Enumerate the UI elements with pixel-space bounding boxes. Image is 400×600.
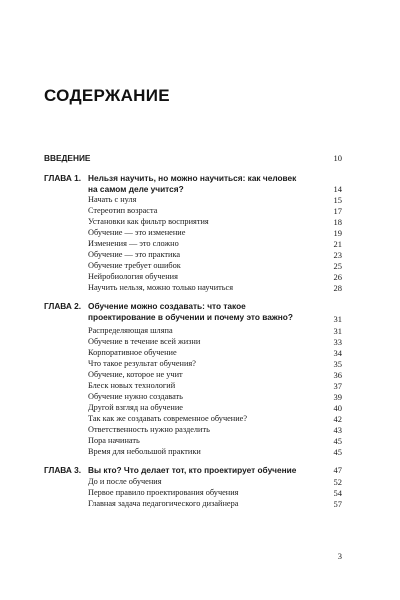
chapter-label: ГЛАВА 1. <box>44 173 82 183</box>
section-title: До и после обучения <box>88 477 162 486</box>
toc-section-row[interactable] <box>44 206 342 217</box>
toc-section-row[interactable] <box>44 447 342 458</box>
toc-section-row[interactable] <box>44 228 342 239</box>
section-page: 23 <box>333 250 342 260</box>
toc-section-row[interactable] <box>44 283 342 294</box>
chapter-label: ГЛАВА 2. <box>44 301 82 311</box>
toc-section-row[interactable] <box>44 326 342 337</box>
section-page: 26 <box>333 272 342 282</box>
section-page: 37 <box>333 381 342 391</box>
toc-section-row[interactable] <box>44 436 342 447</box>
section-title: Обучение — это практика <box>88 250 181 259</box>
section-title: Обучение, которое не учит <box>88 370 183 379</box>
chapter-title[interactable]: Вы кто? Что делает тот, кто проектирует обучение <box>88 465 297 475</box>
toc-section-row[interactable] <box>44 195 342 206</box>
section-title: Корпоративное обучение <box>88 348 177 357</box>
section-title: Ответственность нужно разделить <box>88 425 210 434</box>
chapter-page: 14 <box>333 184 342 194</box>
chapter-page: 31 <box>333 314 342 324</box>
toc-section-row[interactable] <box>44 348 342 359</box>
section-page: 34 <box>333 348 342 358</box>
section-title: Блеск новых технологий <box>88 381 176 390</box>
toc-section-row[interactable] <box>44 261 342 272</box>
section-page: 15 <box>333 195 342 205</box>
section-title: Так как же создавать современное обучение? <box>88 414 248 423</box>
toc-section-row[interactable] <box>44 425 342 436</box>
section-page: 25 <box>333 261 342 271</box>
section-page: 54 <box>333 488 342 498</box>
toc-section-row[interactable] <box>44 499 342 510</box>
section-title: Обучение — это изменение <box>88 228 186 237</box>
section-page: 39 <box>333 392 342 402</box>
section-title: Установки как фильтр восприятия <box>88 217 209 226</box>
section-page: 45 <box>333 436 342 446</box>
toc-section-row[interactable] <box>44 250 342 261</box>
toc-section-row[interactable] <box>44 239 342 250</box>
section-title: Обучение в течение всей жизни <box>88 337 201 346</box>
toc-section-row[interactable] <box>44 359 342 370</box>
section-title: Что такое результат обучения? <box>88 359 196 368</box>
section-page: 43 <box>333 425 342 435</box>
section-title: Главная задача педагогического дизайнера <box>88 499 239 508</box>
section-page: 21 <box>333 239 342 249</box>
section-page: 35 <box>333 359 342 369</box>
toc-section-row[interactable] <box>44 403 342 414</box>
section-page: 28 <box>333 283 342 293</box>
section-title: Обучение требует ошибок <box>88 261 181 270</box>
toc-section-row[interactable] <box>44 370 342 381</box>
section-title: Нейробиология обучения <box>88 272 178 281</box>
chapter-1 <box>44 173 342 293</box>
toc-section-row[interactable] <box>44 477 342 488</box>
toc-section-row[interactable] <box>44 337 342 348</box>
section-title: Время для небольшой практики <box>88 447 201 456</box>
toc-section-row[interactable] <box>44 414 342 425</box>
toc-section-row[interactable] <box>44 217 342 228</box>
chapter-page: 47 <box>333 465 342 475</box>
section-page: 52 <box>333 477 342 487</box>
section-page: 17 <box>333 206 342 216</box>
toc-section-row[interactable] <box>44 392 342 403</box>
section-title: Изменения — это сложно <box>88 239 179 248</box>
section-title: Пора начинать <box>88 436 140 445</box>
chapter-label: ГЛАВА 3. <box>44 465 82 475</box>
toc-intro-row[interactable] <box>44 153 342 163</box>
chapter-title[interactable]: Нельзя научить, но можно научиться: как человек на самом деле учится? <box>88 173 297 194</box>
intro-page: 10 <box>333 153 342 163</box>
section-title: Стереотип возраста <box>88 206 158 215</box>
section-page: 45 <box>333 447 342 457</box>
chapter-2 <box>44 301 342 456</box>
intro-label: ВВЕДЕНИЕ <box>44 153 91 163</box>
page-number: 3 <box>337 551 342 561</box>
chapter-title[interactable]: Обучение можно создавать: что такое проектирование в обучении и почему это важно? <box>88 301 293 322</box>
section-title: Начать с нуля <box>88 195 137 204</box>
section-title: Другой взгляд на обучение <box>88 403 183 412</box>
section-title: Научить нельзя, можно только научиться <box>88 283 234 292</box>
page-title: СОДЕРЖАНИЕ <box>44 86 170 105</box>
section-title: Распределяющая шляпа <box>88 326 173 335</box>
section-title: Обучение нужно создавать <box>88 392 183 401</box>
section-page: 18 <box>333 217 342 227</box>
section-page: 40 <box>333 403 342 413</box>
toc-section-row[interactable] <box>44 381 342 392</box>
section-page: 31 <box>333 326 342 336</box>
section-title: Первое правило проектирования обучения <box>88 488 239 497</box>
section-page: 57 <box>333 499 342 509</box>
toc-section-row[interactable] <box>44 488 342 499</box>
section-page: 42 <box>333 414 342 424</box>
section-page: 36 <box>333 370 342 380</box>
section-page: 33 <box>333 337 342 347</box>
chapter-3 <box>44 465 342 515</box>
section-page: 19 <box>333 228 342 238</box>
toc-section-row[interactable] <box>44 272 342 283</box>
